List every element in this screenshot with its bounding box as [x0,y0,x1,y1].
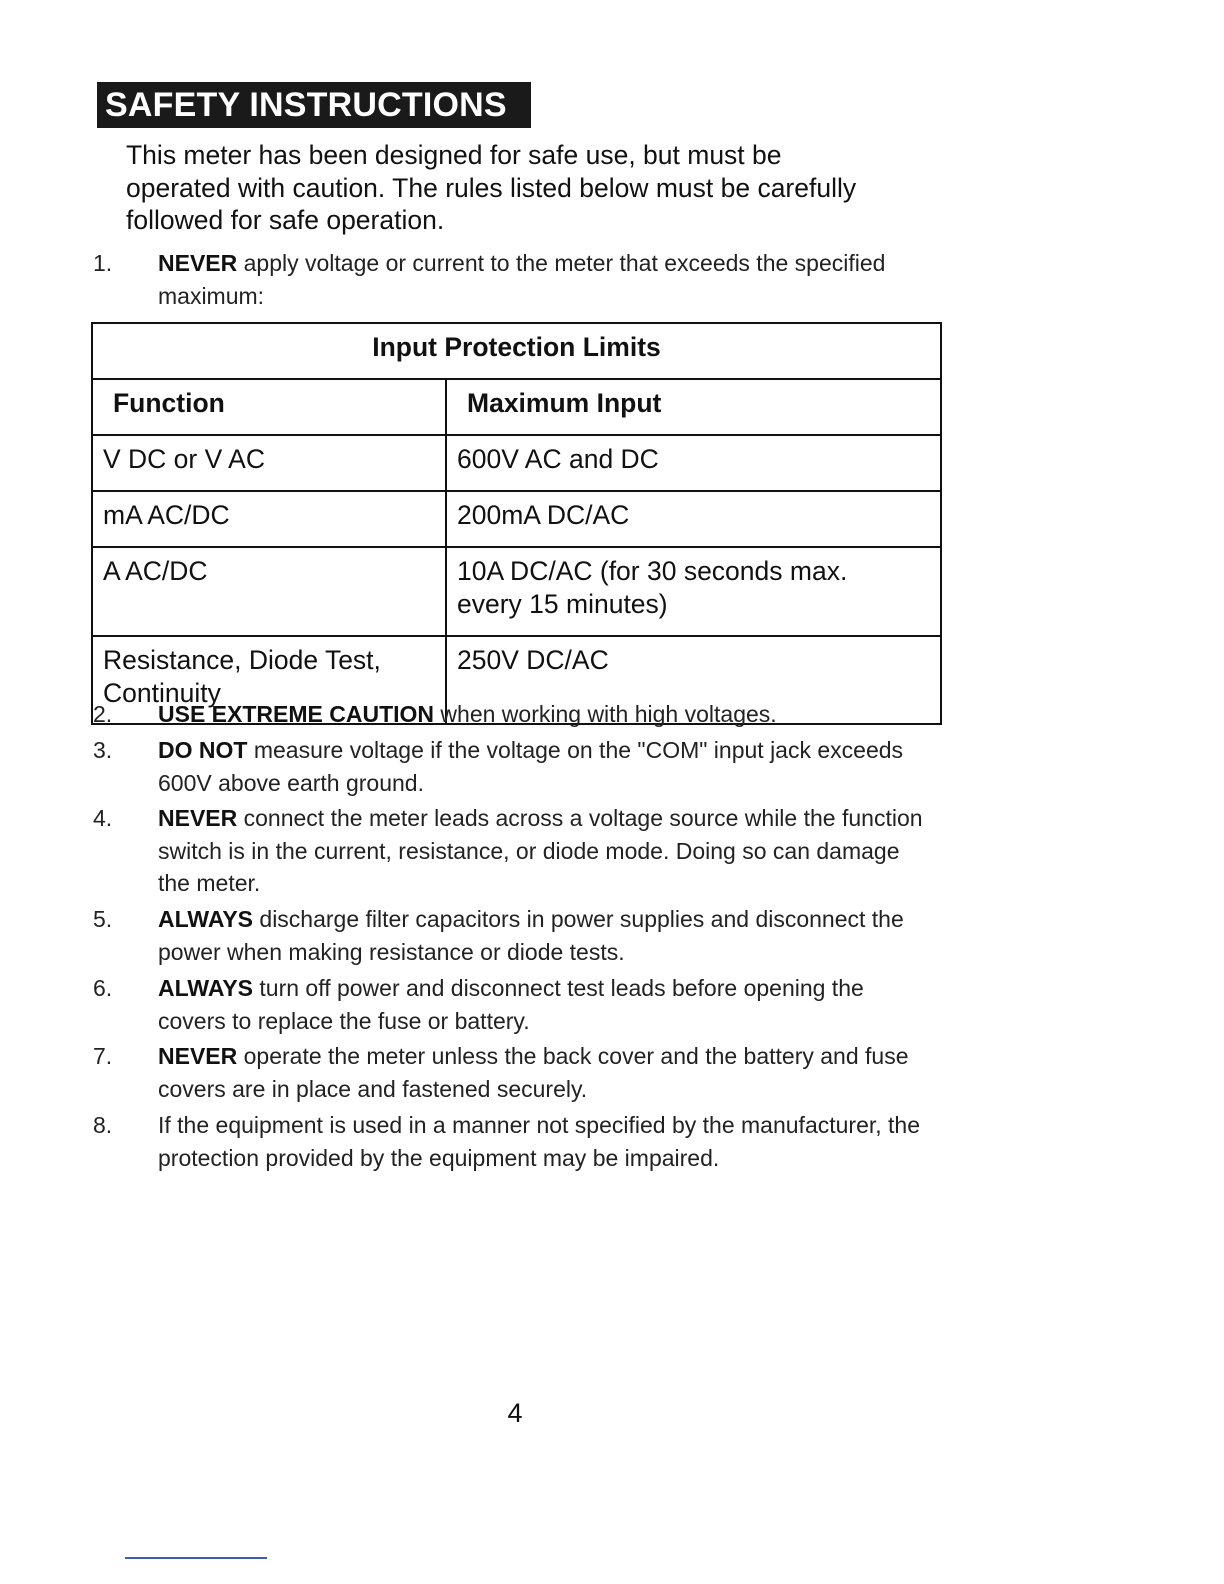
cell-line: Continuity [103,678,221,708]
rule-line: If the equipment is used in a manner not specified by the manufacturer, the [158,1112,921,1138]
rule-text [158,802,948,900]
rule-line: connect the meter leads across a voltage source while the function [243,805,923,831]
cell-line: Resistance, Diode Test, [103,645,381,675]
footer-divider [125,1557,267,1559]
cell-line: V DC or V AC [103,444,265,474]
column-header-maximum-input: Maximum Input [446,379,941,435]
rule-line: the meter. [158,870,261,896]
cell-line: 10A DC/AC (for 30 seconds max. [457,556,848,586]
rule-line: discharge filter capacitors in power supplies and disconnect the [259,906,904,932]
rule-keyword: NEVER [158,1043,238,1069]
rule-number: 6. [93,975,113,1001]
cell-line: every 15 minutes) [457,589,668,619]
max-input-cell [446,547,941,636]
section-title: SAFETY INSTRUCTIONS [97,82,531,128]
table-caption: Input Protection Limits [92,323,941,379]
rule-text [158,1109,948,1174]
rule-keyword: NEVER [158,250,238,276]
function-cell [92,491,446,547]
rule-keyword: DO NOT [158,737,248,763]
rule-line: apply voltage or current to the meter that exceeds the specified [243,250,886,276]
function-cell [92,435,446,491]
input-protection-table [91,322,942,725]
max-input-cell [446,491,941,547]
rule-line: power when making resistance or diode tests. [158,938,625,965]
rule-text [158,734,948,799]
intro-line: This meter has been designed for safe use, but must be [126,140,782,170]
rule-text [158,972,948,1037]
rule-text [158,698,948,731]
rule-number: 5. [93,906,113,932]
table-row [92,491,941,547]
rule-number: 2. [93,701,113,727]
table-row [92,435,941,491]
rule-line: 600V above earth ground. [158,769,424,796]
rule-line: protection provided by the equipment may be impaired. [158,1144,720,1171]
table-row [92,547,941,636]
rule-text [158,903,948,968]
cell-line: A AC/DC [103,556,208,586]
rule-line: operate the meter unless the back cover and the battery and fuse [243,1043,909,1069]
rule-line: maximum: [158,282,265,309]
rule-line: covers are in place and fastened securely. [158,1075,588,1102]
intro-paragraph [126,139,926,237]
rule-line: switch is in the current, resistance, or diode mode. Doing so can damage [158,837,900,864]
rule-keyword: ALWAYS [158,975,254,1001]
rule-line: measure voltage if the voltage on the "COM" input jack exceeds [253,737,904,763]
rule-number: 7. [93,1043,113,1069]
rule-number: 4. [93,805,113,831]
cell-line: 200mA DC/AC [457,500,630,530]
rule-number: 1. [93,250,113,276]
cell-line: mA AC/DC [103,500,230,530]
cell-line: 250V DC/AC [457,645,609,675]
intro-line: operated with caution. The rules listed below must be carefully [126,172,857,203]
rule-number: 3. [93,737,113,763]
rule-line: turn off power and disconnect test leads before opening the [259,975,864,1001]
max-input-cell [446,435,941,491]
rule-text [158,1040,948,1105]
rule-keyword: USE EXTREME CAUTION [158,701,435,727]
function-cell [92,547,446,636]
rule-line: when working with high voltages. [440,701,777,727]
rule-keyword: NEVER [158,805,238,831]
rule-line: covers to replace the fuse or battery. [158,1007,530,1034]
rule-keyword: ALWAYS [158,906,254,932]
page-number: 4 [507,1398,523,1428]
rule-number: 8. [93,1112,113,1138]
cell-line: 600V AC and DC [457,444,659,474]
intro-line: followed for safe operation. [126,205,445,235]
rule-text [158,247,948,312]
column-header-function: Function [92,379,446,435]
